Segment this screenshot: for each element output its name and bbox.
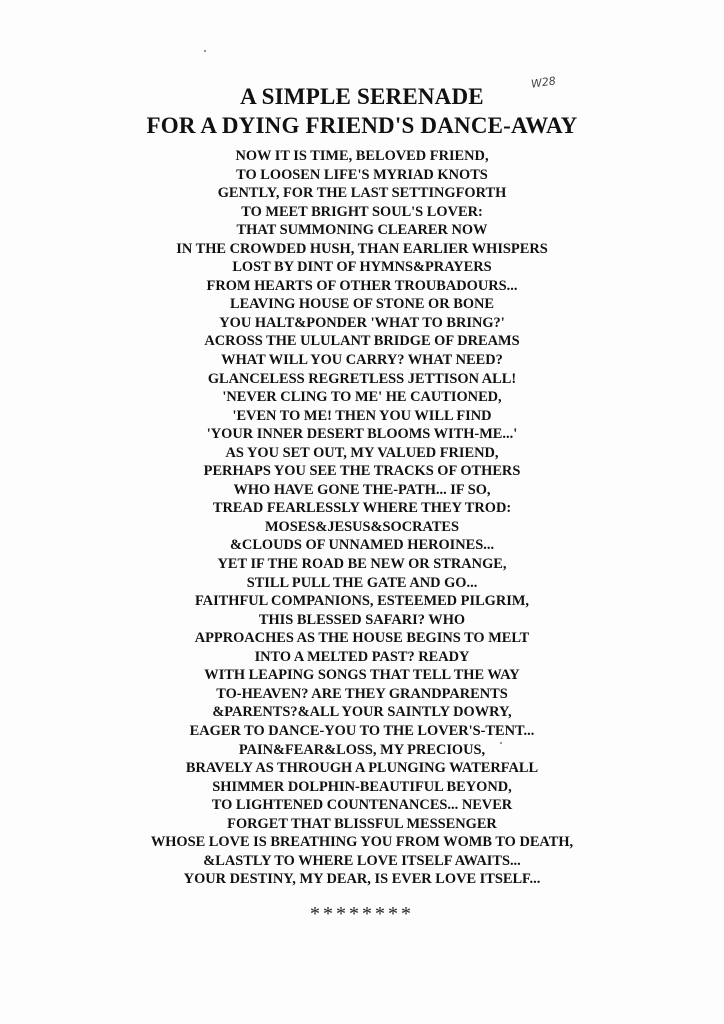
poem-line: PERHAPS YOU SEE THE TRACKS OF OTHERS (203, 463, 521, 480)
handwritten-annotation: W28 (530, 74, 557, 91)
poem-line: LEAVING HOUSE OF STONE OR BONE (229, 296, 495, 313)
poem-line: SHIMMER DOLPHIN-BEAUTIFUL BEYOND, (212, 778, 512, 795)
poem-line: LOST BY DINT OF HYMNS&PRAYERS (232, 259, 492, 276)
poem-line: PAIN&FEAR&LOSS, MY PRECIOUS, (238, 741, 486, 758)
poem-line: &PARENTS?&ALL YOUR SAINTLY DOWRY, (212, 704, 512, 721)
poem-line: &LASTLY TO WHERE LOVE ITSELF AWAITS... (203, 852, 521, 869)
poem-line: &CLOUDS OF UNNAMED HEROINES... (229, 537, 495, 554)
poem-line: YET IF THE ROAD BE NEW OR STRANGE, (217, 556, 507, 573)
poem-line: THIS BLESSED SAFARI? WHO (258, 611, 466, 628)
poem-line: TO-HEAVEN? ARE THEY GRANDPARENTS (216, 685, 508, 702)
poem-line: FAITHFUL COMPANIONS, ESTEEMED PILGRIM, (194, 593, 530, 610)
poem-line: YOU HALT&PONDER 'WHAT TO BRING?' (219, 314, 505, 331)
poem-body (0, 147, 724, 889)
title-line-2: FOR A DYING FRIEND'S DANCE-AWAY (146, 113, 578, 138)
poem-line: 'NEVER CLING TO ME' HE CAUTIONED, (222, 389, 502, 406)
poem-line: STILL PULL THE GATE AND GO... (246, 574, 478, 591)
poem-line: EAGER TO DANCE-YOU TO THE LOVER'S-TENT... (189, 722, 535, 739)
poem-line: TREAD FEARLESSLY WHERE THEY TROD: (212, 500, 512, 517)
poem-line: GLANCELESS REGRETLESS JETTISON ALL! (207, 370, 517, 387)
paper-speck (204, 50, 206, 52)
poem-line: ACROSS THE ULULANT BRIDGE OF DREAMS (204, 333, 520, 350)
poem-line: WHAT WILL YOU CARRY? WHAT NEED? (221, 352, 503, 369)
poem-line: TO LOOSEN LIFE'S MYRIAD KNOTS (236, 166, 488, 183)
poem-line: YOUR DESTINY, MY DEAR, IS EVER LOVE ITSELF... (183, 871, 541, 888)
poem-line: AS YOU SET OUT, MY VALUED FRIEND, (225, 444, 499, 461)
title-line-1: A SIMPLE SERENADE (240, 84, 484, 109)
poem-line: WHOSE LOVE IS BREATHING YOU FROM WOMB TO DEATH, (150, 834, 574, 851)
poem-line: WITH LEAPING SONGS THAT TELL THE WAY (204, 667, 520, 684)
poem-line: 'EVEN TO ME! THEN YOU WILL FIND (232, 407, 492, 424)
poem-line: WHO HAVE GONE THE-PATH... IF SO, (233, 481, 491, 498)
separator-stars: ******** (310, 903, 414, 925)
poem-line: GENTLY, FOR THE LAST SETTINGFORTH (217, 185, 507, 202)
poem-line: 'YOUR INNER DESERT BLOOMS WITH-ME...' (206, 426, 518, 443)
poem-line: NOW IT IS TIME, BELOVED FRIEND, (235, 148, 489, 164)
poem-line: BRAVELY AS THROUGH A PLUNGING WATERFALL (185, 760, 539, 777)
poem-line: INTO A MELTED PAST? READY (254, 648, 470, 665)
poem-line: FROM HEARTS OF OTHER TROUBADOURS... (206, 277, 518, 294)
poem-line: IN THE CROWDED HUSH, THAN EARLIER WHISPERS (176, 240, 548, 257)
poem-line: TO MEET BRIGHT SOUL'S LOVER: (241, 203, 483, 220)
poem-line: TO LIGHTENED COUNTENANCES... NEVER (211, 797, 513, 814)
poem-title (0, 82, 724, 140)
poem-line: MOSES&JESUS&SOCRATES (264, 518, 460, 535)
poem-line: FORGET THAT BLISSFUL MESSENGER (227, 815, 497, 832)
poem-line: THAT SUMMONING CLEARER NOW (236, 222, 488, 239)
poem-line: APPROACHES AS THE HOUSE BEGINS TO MELT (194, 630, 530, 647)
